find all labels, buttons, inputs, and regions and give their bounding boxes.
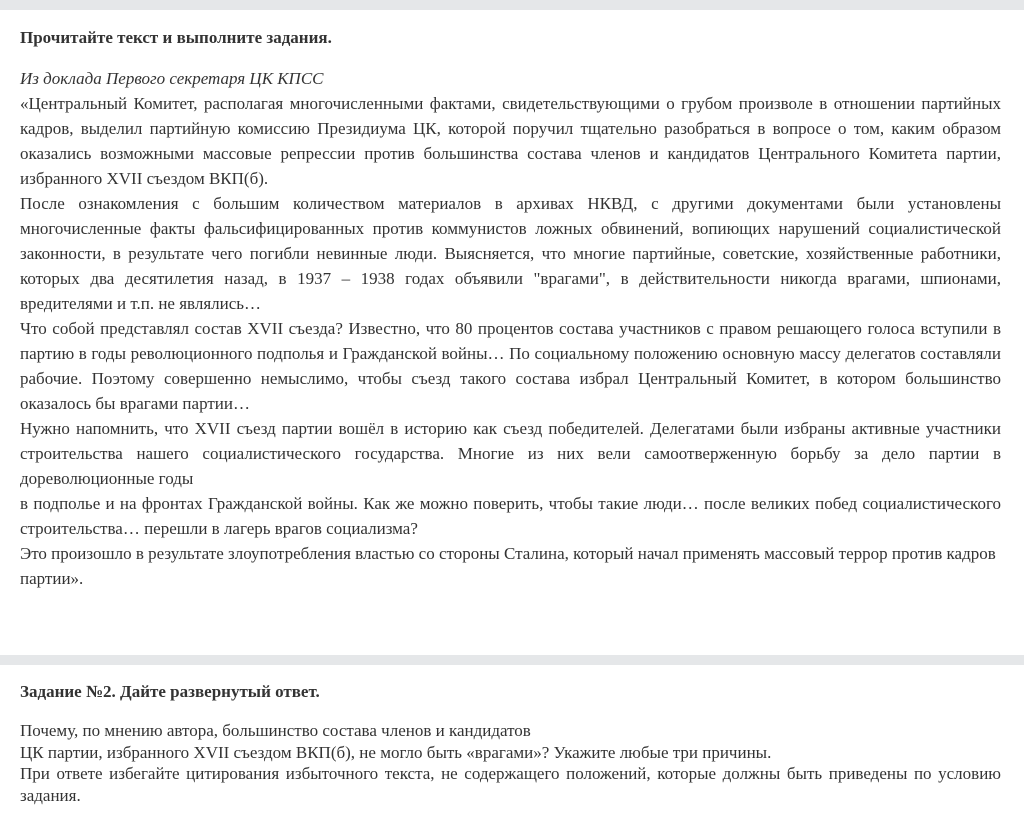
task-question xyxy=(20,720,1001,806)
text-paragraph-3: Что собой представлял состав XVII съезда? Известно, что 80 процентов состава участников с правом решающего голоса вступили в партию в годы революционного подполья и Гражданской войны… По социальному положению основную массу делегатов составляли рабочие. Поэтому совершенно немыслимо, чтобы съезд такого состава избрал Центральный Комитет, в котором большинство оказалось бы врагами партии… xyxy=(20,319,1001,413)
source-attribution: Из доклада Первого секретаря ЦК КПСС xyxy=(20,69,324,88)
reading-text-section xyxy=(20,27,1001,591)
task-section xyxy=(20,681,1001,806)
text-paragraph-1: «Центральный Комитет, располагая многочисленными фактами, свидетельствующими о грубом произволе в отношении партийных кадров, выделил партийную комиссию Президиума ЦК, которой поручил тщательно разобраться в вопросе о том, каким образом оказались возможными массовые репрессии против большинства состава членов и кандидатов Центрального Комитета партии, избранного XVII съездом ВКП(б). xyxy=(20,94,1001,188)
section-separator-band xyxy=(0,655,1024,665)
instruction-heading: Прочитайте текст и выполните задания. xyxy=(20,28,332,47)
top-separator-band xyxy=(0,0,1024,10)
text-paragraph-4: Нужно напомнить, что XVII съезд партии вошёл в историю как съезд победителей. Делегатами были избраны активные участники строительства нашего социалистического государства. Многие из них вели самоотверженную борьбу за дело партии в дореволюционные годы xyxy=(20,419,1001,488)
text-paragraph-5: в подполье и на фронтах Гражданской войны. Как же можно поверить, чтобы такие люди… после великих побед социалистического строительства… перешли в лагерь врагов социализма? xyxy=(20,494,1001,538)
text-paragraph-6: Это произошло в результате злоупотребления властью со стороны Сталина, который начал применять массовый террор против кадров партии». xyxy=(20,544,996,588)
task-answer-note: При ответе избегайте цитирования избыточного текста, не содержащего положений, которые должны быть приведены по условию задания. xyxy=(20,764,1001,805)
text-paragraph-2: После ознакомления с большим количеством материалов в архивах НКВД, с другими документами были установлены многочисленные факты фальсифицированных против коммунистов ложных обвинений, вопиющих нарушений социалистической законности, в результате чего погибли невинные люди. Выясняется, что многие партийные, советские, хозяйственные работники, которых два десятилетия назад, в 1937 – 1938 годах объявили "врагами", в действительности никогда врагами, шпионами, вредителями и т.п. не являлись… xyxy=(20,194,1001,313)
task-title: Задание №2. Дайте развернутый ответ. xyxy=(20,682,320,701)
task-question-line-2: ЦК партии, избранного XVII съездом ВКП(б), не могло быть «врагами»? Укажите любые три причины. xyxy=(20,742,772,762)
task-question-line-1: Почему, по мнению автора, большинство состава членов и кандидатов xyxy=(20,721,531,740)
